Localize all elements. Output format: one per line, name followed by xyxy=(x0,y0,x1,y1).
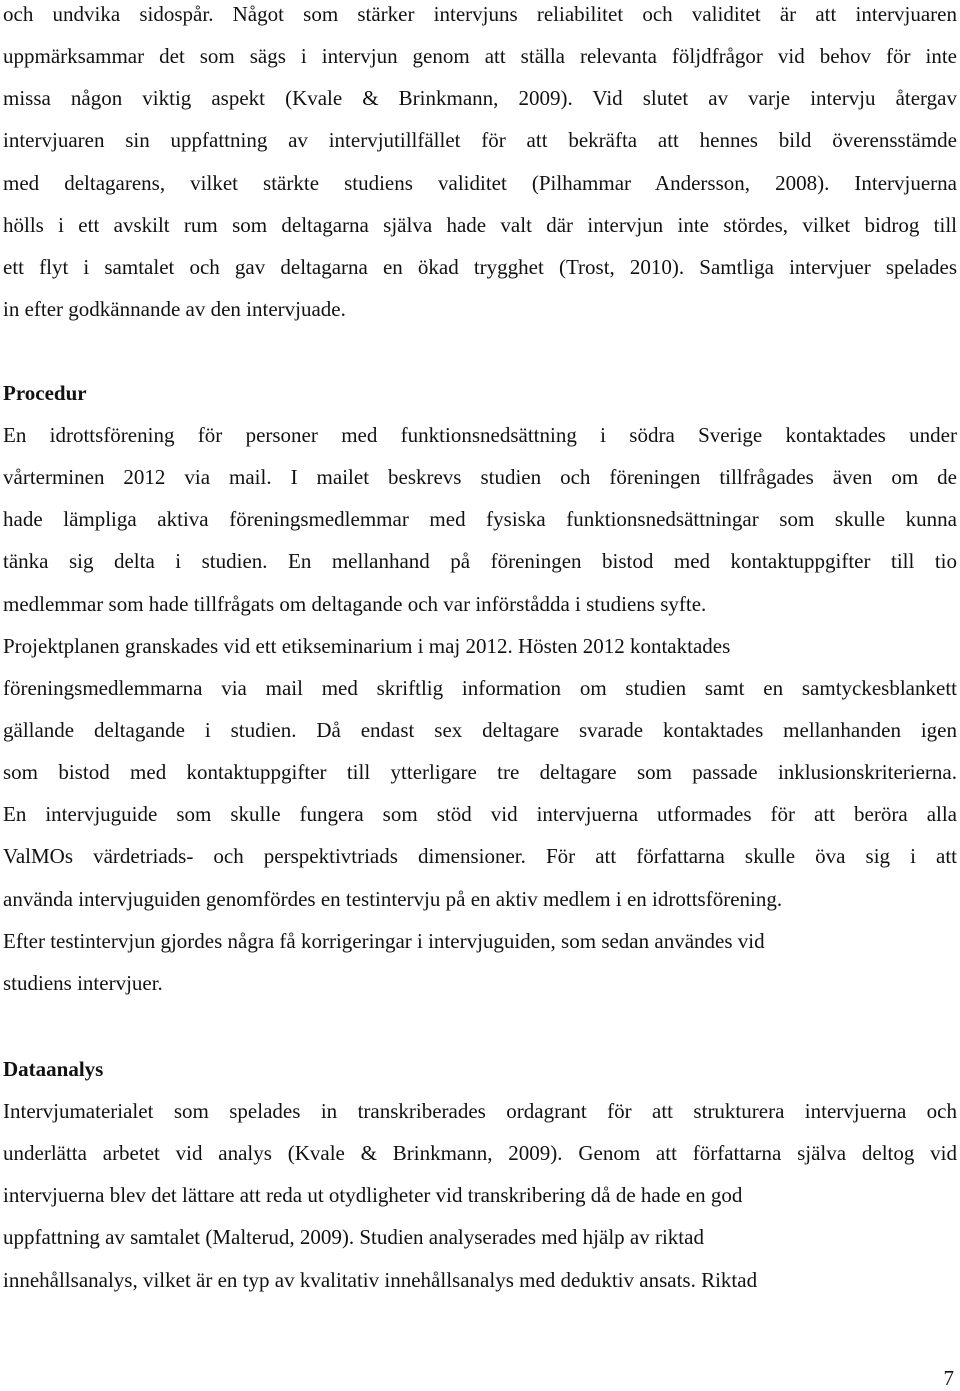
procedur-line: Efter testintervjun gjordes några få korrigeringar i intervjuguiden, som sedan användes vid xyxy=(3,928,765,953)
procedur-line: gällande deltagande i studien. Då endast sex deltagare svarade kontaktades mellanhanden igen xyxy=(3,717,957,742)
intro-line: ett flyt i samtalet och gav deltagarna en ökad trygghet (Trost, 2010). Samtliga intervjuer spelades xyxy=(3,254,957,279)
page-number: 7 xyxy=(943,1366,954,1390)
intro-line: med deltagarens, vilket stärkte studiens validitet (Pilhammar Andersson, 2008). Intervjuerna xyxy=(3,170,957,195)
intro-line: och undvika sidospår. Något som stärker intervjuns reliabilitet och validitet är att intervjuaren xyxy=(3,2,957,26)
dataanalys-line: intervjuerna blev det lättare att reda ut otydligheter vid transkribering då de hade en god xyxy=(3,1183,743,1208)
intro-line: hölls i ett avskilt rum som deltagarna själva hade valt där intervjun inte stördes, vilket bidrog till xyxy=(3,212,957,237)
dataanalys-line: uppfattning av samtalet (Malterud, 2009). Studien analyserades med hjälp av riktad xyxy=(3,1225,704,1250)
procedur-heading: Procedur xyxy=(3,381,87,405)
procedur-line: ValMOs värdetriads- och perspektivtriads dimensioner. För att författarna skulle öva sig i att xyxy=(3,844,957,869)
intro-line: intervjuaren sin uppfattning av intervjutillfället för att bekräfta att hennes bild överensstämde xyxy=(3,128,957,153)
intro-paragraph xyxy=(3,0,957,330)
dataanalys-line: innehållsanalys, vilket är en typ av kvalitativ innehållsanalys med deduktiv ansats. Riktad xyxy=(3,1267,758,1292)
procedur-line: En intervjuguide som skulle fungera som stöd vid intervjuerna utformades för att beröra alla xyxy=(3,802,957,827)
procedur-line: föreningsmedlemmarna via mail med skriftlig information om studien samt en samtyckesblankett xyxy=(3,675,957,700)
dataanalys-line: underlätta arbetet vid analys (Kvale & Brinkmann, 2009). Genom att författarna själva deltog vid xyxy=(3,1141,957,1166)
procedur-line: använda intervjuguiden genomfördes en testintervju på en aktiv medlem i en idrottsförening. xyxy=(3,886,783,911)
intro-line: in efter godkännande av den intervjuade. xyxy=(3,296,346,321)
intro-line: missa någon viktig aspekt (Kvale & Brinkmann, 2009). Vid slutet av varje intervju återgav xyxy=(3,86,957,111)
procedur-line: hade lämpliga aktiva föreningsmedlemmar med fysiska funktionsnedsättningar som skulle kunna xyxy=(3,507,957,532)
dataanalys-paragraph xyxy=(3,1090,957,1301)
dataanalys-line: Intervjumaterialet som spelades in transkriberades ordagrant för att strukturera intervjuerna och xyxy=(3,1099,957,1123)
procedur-line: som bistod med kontaktuppgifter till ytterligare tre deltagare som passade inklusionskriterierna. xyxy=(3,760,957,785)
dataanalys-heading: Dataanalys xyxy=(3,1057,104,1081)
procedur-line: tänka sig delta i studien. En mellanhand på föreningen bistod med kontaktuppgifter till tio xyxy=(3,549,957,574)
procedur-line: studiens intervjuer. xyxy=(3,970,163,995)
procedur-line: En idrottsförening för personer med funktionsnedsättning i södra Sverige kontaktades under xyxy=(3,423,957,447)
procedur-line: Projektplanen granskades vid ett etikseminarium i maj 2012. Hösten 2012 kontaktades xyxy=(3,633,731,658)
procedur-paragraph xyxy=(3,414,957,1004)
intro-line: uppmärksammar det som sägs i intervjun genom att ställa relevanta följdfrågor vid behov för inte xyxy=(3,44,957,69)
procedur-line: medlemmar som hade tillfrågats om deltagande och var införstådda i studiens syfte. xyxy=(3,591,707,616)
procedur-line: vårterminen 2012 via mail. I mailet beskrevs studien och föreningen tillfrågades även om de xyxy=(3,465,957,490)
